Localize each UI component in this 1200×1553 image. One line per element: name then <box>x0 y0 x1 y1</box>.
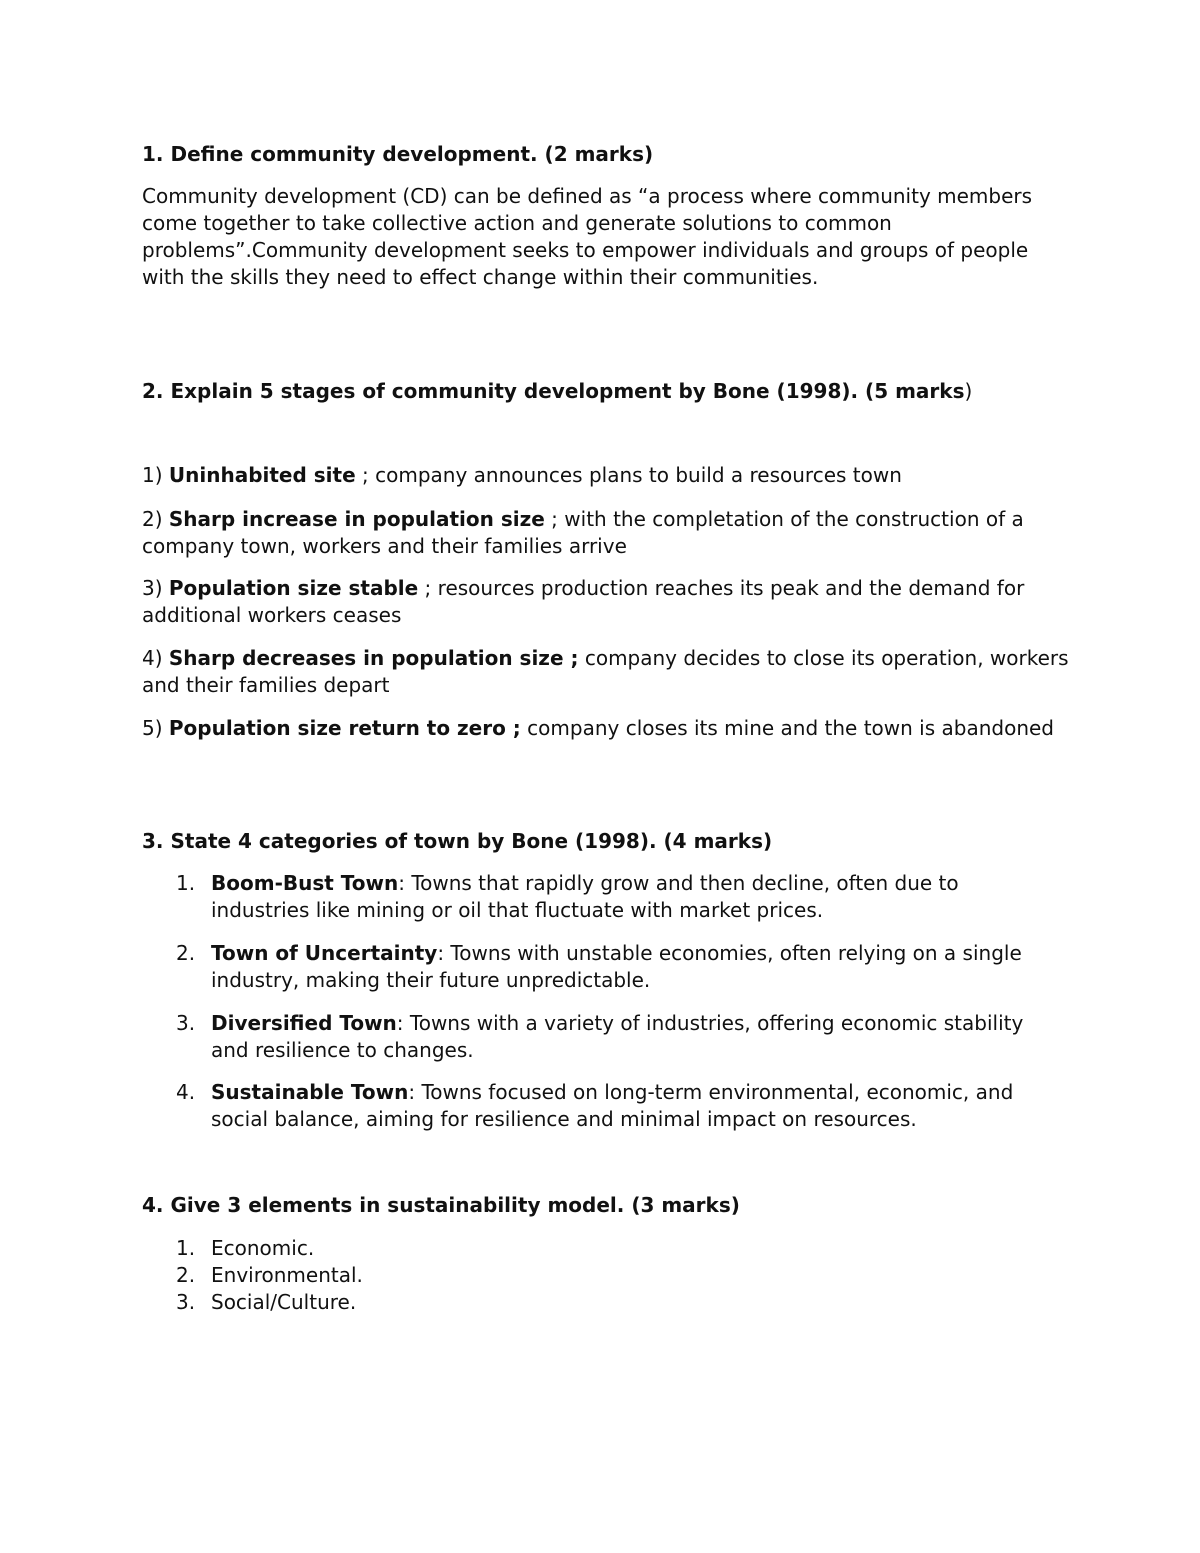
question-3-heading: 3. State 4 categories of town by Bone (1998). (4 marks) <box>142 829 773 853</box>
stage-item <box>142 645 1072 699</box>
stage-item <box>142 506 1072 560</box>
stage-description: company closes its mine and the town is abandoned <box>520 716 1055 740</box>
list-item <box>176 940 1056 994</box>
list-number: 1. <box>176 1236 196 1260</box>
list-item <box>176 1262 1056 1289</box>
question-4-heading: 4. Give 3 elements in sustainability model. (3 marks) <box>142 1193 740 1217</box>
stage-number: 3) <box>142 576 163 600</box>
stage-item <box>142 575 1072 629</box>
stage-separator: ; <box>355 463 369 487</box>
list-item <box>176 1289 1056 1316</box>
question-1-heading: 1. Define community development. (2 marks) <box>142 142 654 166</box>
stage-item <box>142 715 1072 742</box>
town-category-description: : Towns that rapidly grow and then decline, often due to industries like mining or oil that fluctuate with market prices. <box>211 871 959 922</box>
town-category-name: Town of Uncertainty <box>211 941 438 965</box>
list-number: 1. <box>176 871 196 895</box>
question-1-answer: Community development (CD) can be defined as “a process where community members come together to take collective action and generate solutions to common problems”.Community development seeks to empower individuals and groups of people with the skills they need to effect change within their communities. <box>142 184 1033 289</box>
town-category-description: : Towns focused on long-term environmental, economic, and social balance, aiming for resilience and minimal impact on resources. <box>211 1080 1014 1131</box>
sustainability-element: Social/Culture. <box>211 1290 357 1314</box>
stage-number: 4) <box>142 646 163 670</box>
question-2-heading-tail: ) <box>964 379 973 403</box>
stage-title: Sharp decreases in population size ; <box>168 646 579 670</box>
list-number: 2. <box>176 941 196 965</box>
list-number: 3. <box>176 1011 196 1035</box>
stage-number: 5) <box>142 716 163 740</box>
stage-title: Sharp increase in population size <box>168 507 545 531</box>
stage-item <box>142 462 1072 489</box>
sustainability-element: Environmental. <box>211 1263 363 1287</box>
list-item <box>176 1235 1056 1262</box>
question-2-heading-main: 2. Explain 5 stages of community development by Bone (1998). (5 marks <box>142 379 965 403</box>
list-number: 3. <box>176 1290 196 1314</box>
list-item <box>176 1079 1056 1133</box>
stage-description: company announces plans to build a resources town <box>368 463 902 487</box>
list-number: 4. <box>176 1080 196 1104</box>
stage-title: Population size return to zero ; <box>168 716 521 740</box>
list-item <box>176 1010 1056 1064</box>
stage-separator: ; <box>544 507 558 531</box>
stage-description: with the completation of the construction of a company town, workers and their families arrive <box>142 507 1024 558</box>
town-category-name: Boom-Bust Town <box>211 871 399 895</box>
town-category-name: Sustainable Town <box>211 1080 409 1104</box>
stage-number: 2) <box>142 507 163 531</box>
list-item <box>176 870 1056 924</box>
stage-title: Population size stable <box>168 576 419 600</box>
town-category-description: : Towns with unstable economies, often relying on a single industry, making their future unpredictable. <box>211 941 1022 992</box>
town-category-name: Diversified Town <box>211 1011 397 1035</box>
stage-number: 1) <box>142 463 163 487</box>
stage-description: company decides to close its operation, workers and their families depart <box>142 646 1069 697</box>
stage-title: Uninhabited site <box>168 463 356 487</box>
town-category-description: : Towns with a variety of industries, offering economic stability and resilience to changes. <box>211 1011 1024 1062</box>
question-2-heading <box>142 378 1072 405</box>
list-number: 2. <box>176 1263 196 1287</box>
sustainability-element: Economic. <box>211 1236 315 1260</box>
stage-separator: ; <box>418 576 432 600</box>
stage-description: resources production reaches its peak and the demand for additional workers ceases <box>142 576 1025 627</box>
